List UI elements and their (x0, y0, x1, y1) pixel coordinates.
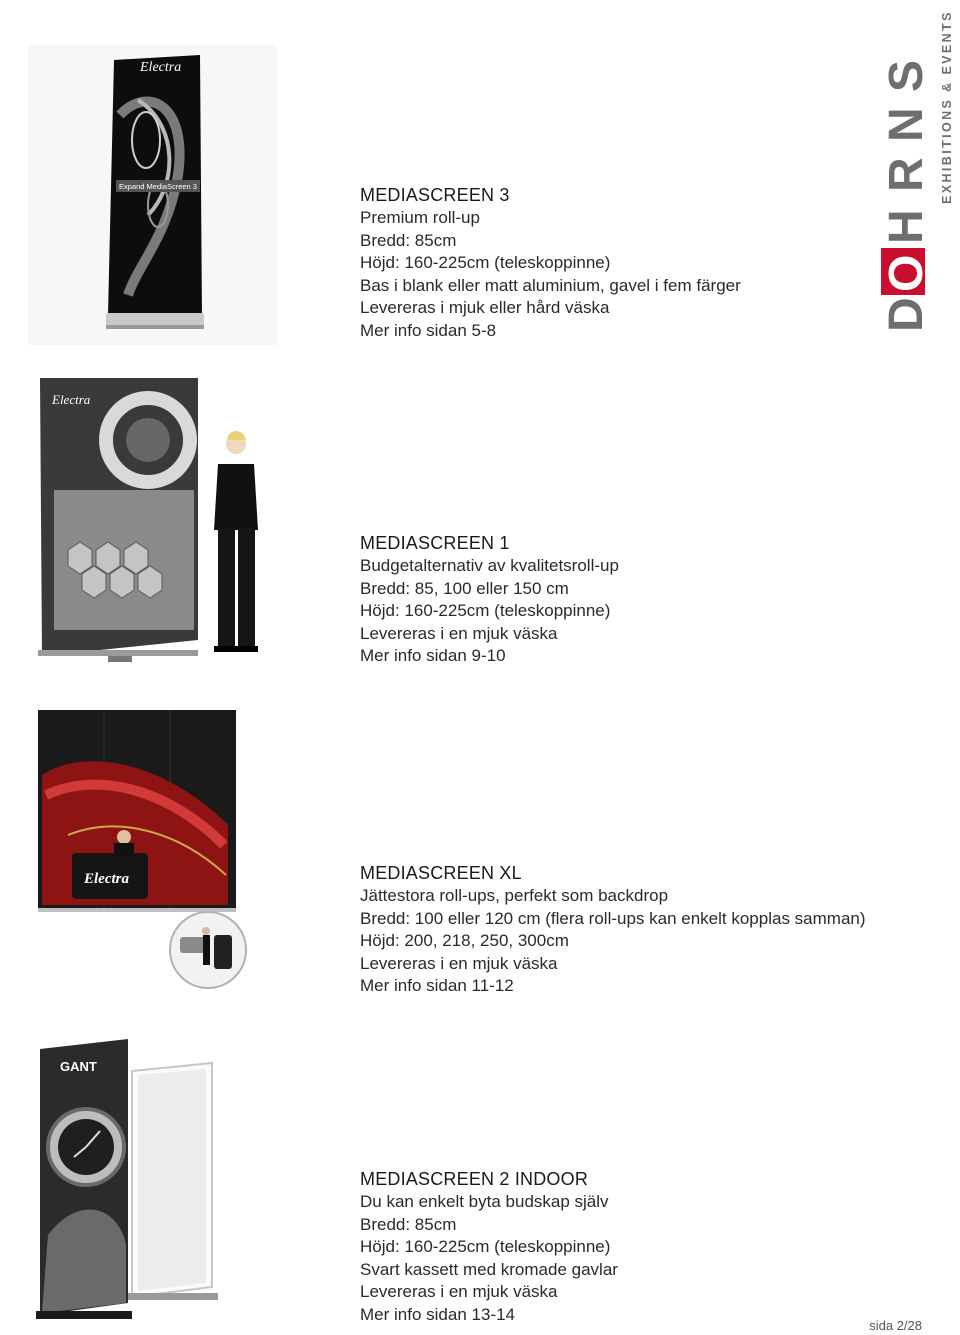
product-text-mediascreen-3 (360, 184, 741, 343)
image-brand-text: Electra (52, 392, 91, 407)
brand-logo-letter-r: R (880, 157, 933, 192)
spec-line: Premium roll-up (360, 208, 480, 227)
product-title: MEDIASCREEN 3 (360, 185, 510, 205)
brand-logo-letter-s: S (880, 59, 933, 92)
spec-line: Mer info sidan 9-10 (360, 646, 506, 666)
spec-line: Mer info sidan 11-12 (360, 976, 514, 996)
product-text-mediascreen-1 (360, 532, 619, 668)
product-image-mediascreen-3 (28, 45, 278, 345)
spec-line: Levereras i mjuk eller hård väska (360, 298, 610, 318)
spec-line: Levereras i en mjuk väska (360, 953, 558, 973)
spec-line: Mer info sidan 13-14 (360, 1304, 515, 1324)
product-title: MEDIASCREEN XL (360, 863, 522, 883)
spec-line: Bredd: 85cm (360, 1214, 457, 1234)
brand-logo-letter-d: D (880, 297, 933, 332)
page-number: sida 2/28 (869, 1318, 922, 1333)
image-brand-text: GANT (60, 1059, 97, 1074)
product-title: MEDIASCREEN 1 (360, 533, 510, 553)
spec-line: Höjd: 160-225cm (teleskoppinne) (360, 1237, 611, 1257)
spec-line: Budgetalternativ av kvalitetsroll-up (360, 556, 619, 575)
spec-line: Mer info sidan 5-8 (360, 320, 497, 340)
product-image-mediascreen-2-indoor (28, 1035, 278, 1325)
spec-line: Du kan enkelt byta budskap själv (360, 1192, 609, 1211)
product-text-mediascreen-xl (360, 862, 866, 998)
spec-line: Levereras i en mjuk väska (360, 623, 558, 643)
spec-line: Höjd: 200, 218, 250, 300cm (360, 931, 569, 951)
spec-line: Höjd: 160-225cm (teleskoppinne) (360, 253, 611, 273)
spec-line: Bredd: 85cm (360, 230, 457, 250)
image-product-label: Expand MediaScreen 3 (119, 182, 197, 191)
product-title: MEDIASCREEN 2 INDOOR (360, 1169, 589, 1189)
brand-logo-letter-n: N (880, 107, 933, 142)
brand-logo (880, 0, 960, 340)
spec-line: Bas i blank eller matt aluminium, gavel i fem färger (360, 275, 741, 295)
image-brand-text: Electra (84, 871, 129, 887)
product-image-mediascreen-1 (28, 370, 278, 690)
product-image-mediascreen-xl (28, 705, 278, 1005)
product-text-mediascreen-2-indoor (360, 1168, 618, 1327)
spec-line: Höjd: 160-225cm (teleskoppinne) (360, 601, 611, 621)
spec-line: Bredd: 85, 100 eller 150 cm (360, 578, 569, 598)
brand-logo-letter-o: O (880, 254, 933, 292)
spec-line: Bredd: 100 eller 120 cm (flera roll-ups kan enkelt kopplas samman) (360, 908, 866, 928)
spec-line: Jättestora roll-ups, perfekt som backdrop (360, 886, 669, 905)
brand-tagline: EXHIBITIONS & EVENTS (940, 10, 954, 204)
brand-logo-letter-h: H (880, 209, 933, 244)
spec-line: Levereras i en mjuk väska (360, 1282, 558, 1302)
image-brand-text: Electra (140, 60, 182, 75)
spec-line: Svart kassett med kromade gavlar (360, 1259, 618, 1279)
